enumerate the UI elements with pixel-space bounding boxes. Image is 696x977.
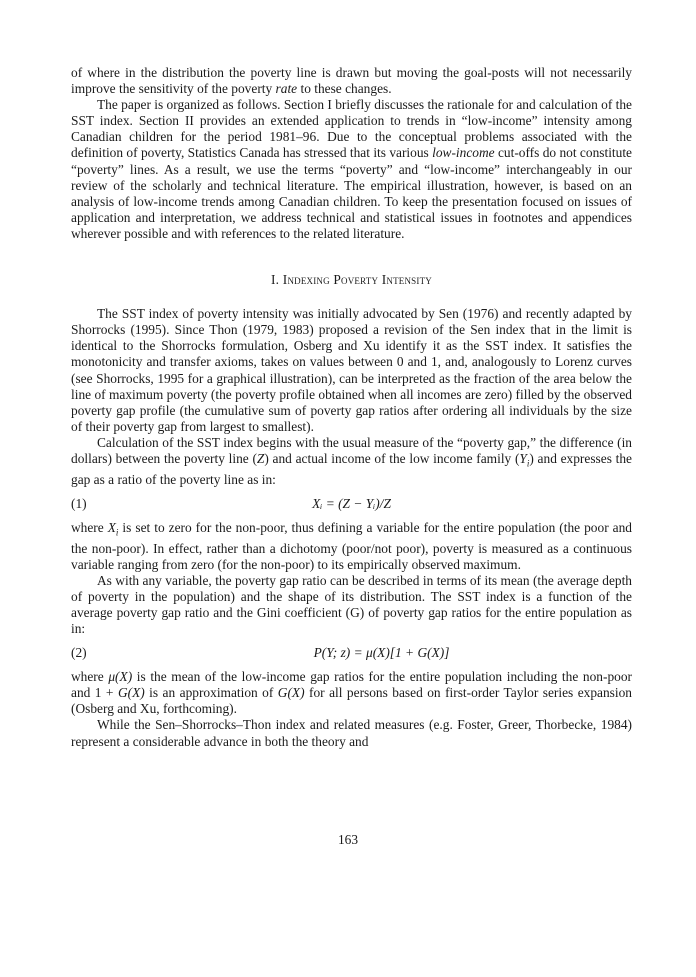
equation-2	[71, 645, 632, 663]
paragraph-sst-index: The SST index of poverty intensity was initially advocated by Sen (1976) and recently adapted by Shorrocks (1995). Since Thon (1979, 1983) proposed a revision of the Sen index that in the limit is identical to the Shorrocks formulation, Osberg and Xu identify it as the SST index. It satisfies the monotonicity and transfer axioms, takes on values between 0 and 1, and, analogously to Lorenz curves (see Shorrocks, 1995 for a graphical illustration), can be interpreted as the fraction of the area below the line of maximum poverty (the poverty profile obtained when all incomes are zero) filled by the observed poverty gap profile (the cumulative sum of poverty gap ratios after ordering all individuals by the size of their poverty gap from largest to smallest).	[71, 306, 632, 434]
equation-number: (2)	[71, 645, 87, 661]
paragraph-xi-definition: where $X_i$ is set to zero for the non-poor, thus defining a variable for the entire population (the poor and the non-poor). In effect, rather than a dichotomy (poor/not poor), poverty is measured as a continuous variable ranging from zero (for the non-poor) to its empirically observed maximum.	[71, 519, 632, 572]
equation-1	[71, 496, 632, 514]
section-heading: I. Indexing Poverty Intensity	[271, 272, 432, 288]
equation-number: (1)	[71, 495, 87, 511]
paragraph-continuation: of where in the distribution the poverty line is drawn but moving the goal-posts will not necessarily improve the sensitivity of the poverty rate to these changes.	[71, 65, 632, 97]
paragraph-gap-ratio: As with any variable, the poverty gap ratio can be described in terms of its mean (the average depth of poverty in the population) and the shape of its distribution. The SST index is a function of the average poverty gap ratio and the Gini coefficient (G) of poverty gap ratios for the entire population as in:	[71, 572, 632, 637]
document-page	[71, 65, 632, 750]
page-number: 163	[337, 832, 359, 847]
equation-body: P(Y; z) = μ(X)[1 + G(X)]	[313, 645, 450, 661]
paragraph-poverty-gap: Calculation of the SST index begins with the usual measure of the “poverty gap,” the difference (in dollars) between the poverty line (Z) and actual income of the low income family $(Y_i)$ and expresses the gap as a ratio of the poverty line as in:	[71, 434, 632, 487]
paragraph-sen-shorrocks-thon: While the Sen–Shorrocks–Thon index and related measures (e.g. Foster, Greer, Thorbecke, 1984) represent a considerable advance in both the theory and	[71, 717, 632, 749]
paragraph-organization: The paper is organized as follows. Section I briefly discusses the rationale for and calculation of the SST index. Section II provides an extended application to trends in “low-income” intensity among Canadian children for the period 1981–96. Due to the conceptual problems associated with the definition of poverty, Statistics Canada has stressed that its various low-income cut-offs do not constitute “poverty” lines. As a result, we use the terms “poverty” and “low-income” interchangeably in our review of the scholarly and technical literature. The empirical illustration, however, is based on an analysis of low-income trends among Canadian children. To keep the presentation focused on issues of application and interpretation, we address technical and statistical issues in footnotes and appendices wherever possible and with references to the related literature.	[71, 97, 633, 241]
paragraph-mu-definition: where μ(X) is the mean of the low-income gap ratios for the entire population including the non-poor and 1 + G(X) is an approximation of G(X) for all persons based on first-order Taylor series expansion (Osberg and Xu, forthcoming).	[71, 669, 633, 717]
equation-body: Xᵢ = (Z − Yᵢ)/Z	[312, 495, 391, 511]
